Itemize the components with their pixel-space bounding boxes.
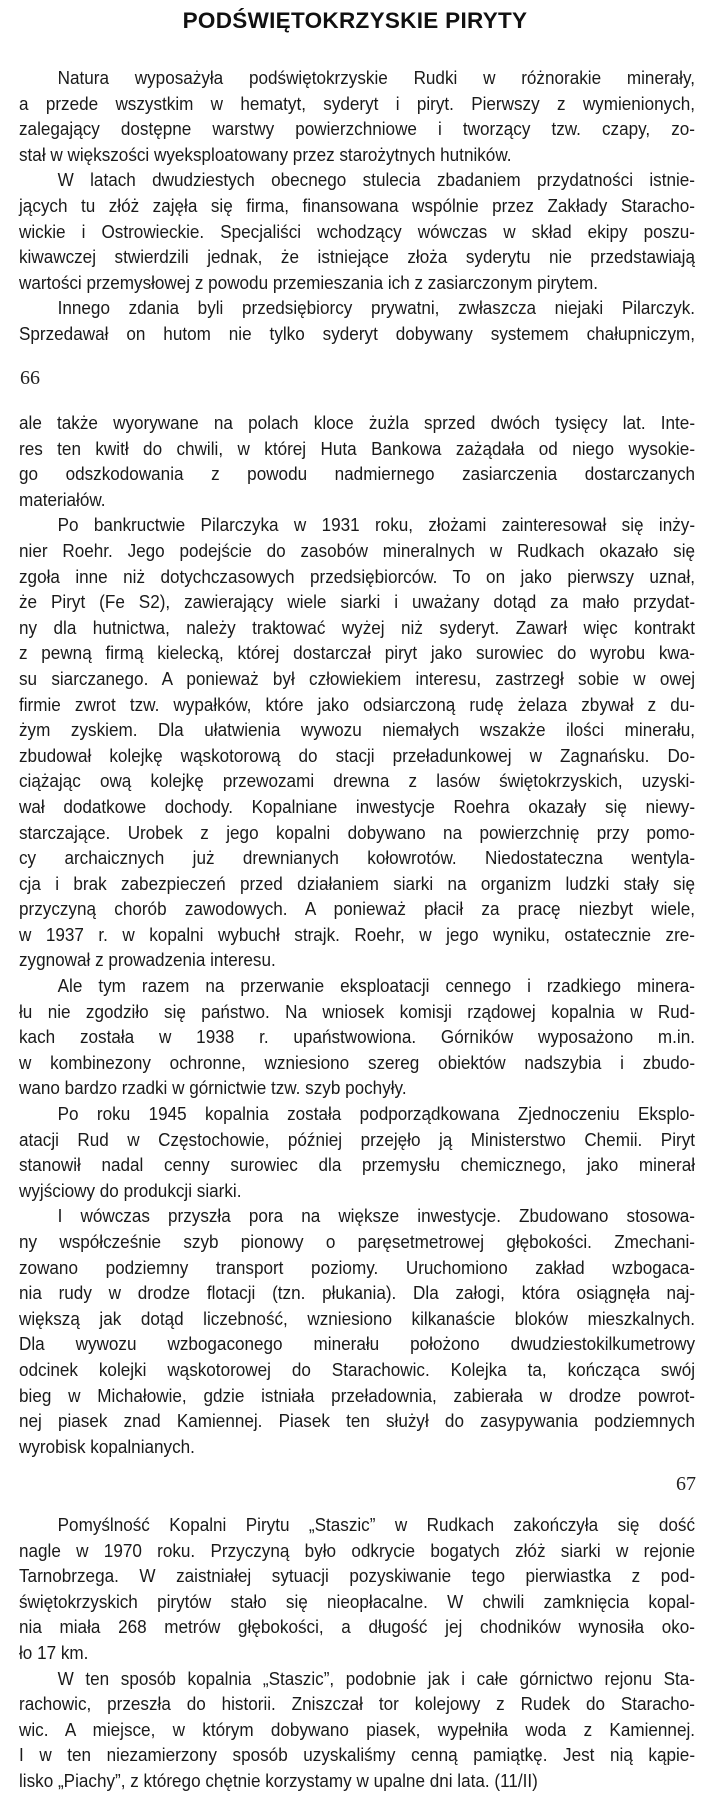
text-line: Sprzedawał on hutom nie tylko syderyt dobywany systemem chałupniczym, [19,322,696,344]
text-line: nagle w 1970 roku. Przyczyną było odkrycie bogatych złóż siarki w rejonie [19,1539,696,1561]
text-line: wickie i Ostrowieckie. Specjaliści wchodzący wówczas w skład ekipy poszu- [19,220,696,242]
text-line: zygnował z prowadzenia interesu. [19,949,276,971]
text-line: że Piryt (Fe S2), zawierający wiele siarki i uważany dotąd za mało przydat- [19,591,696,613]
page-66-text [19,65,695,347]
text-line: świętokrzyskich pirytów stało się nieopłacalne. W chwili zamknięcia kopal- [19,1590,696,1612]
text-line: cja i brak zabezpieczeń przed działaniem siarki na organizm ludzki stały się [19,872,696,894]
page-67-text [19,410,695,1459]
text-line: zbudował kolejkę wąskotorową do stacji przeładunkowej w Zagnańsku. Do- [19,744,696,766]
text-line: łu nie zgodziło się państwo. Na wniosek komisji rządowej kopalnia w Rud- [19,1000,696,1022]
text-line: Po roku 1945 kopalnia została podporządkowana Zjednoczeniu Eksplo- [57,1103,696,1125]
text-line: stanowił nadal cenny surowiec dla przemysłu chemicznego, jako minerał [19,1154,696,1176]
text-line: odcinek kolejki wąskotorowej do Starachowic. Kolejka ta, kończąca swój [19,1358,696,1380]
text-line: z pewną firmą kielecką, której dostarczał piryt jako surowiec do wyrobu kwa- [19,642,696,664]
text-line: nier Roehr. Jego podejście do zasobów mineralnych w Rudkach okazało się [19,539,696,561]
text-line: W ten sposób kopalnia „Staszic”, podobnie jak i całe górnictwo rejonu Sta- [57,1667,696,1689]
page-number-66: 66 [20,367,40,389]
text-line: większą jak dotąd liczebność, wzniesiono kilkanaście bloków mieszkalnych. [19,1307,696,1329]
text-line: nia rudy w drodze flotacji (tzn. płukania). Dla załogi, która osiągnęła naj- [19,1282,696,1304]
text-line: w kombinezony ochronne, wzniesiono szereg obiektów nadszybia i zbudo- [19,1051,696,1073]
text-line: I wówczas przyszła pora na większe inwestycje. Zbudowano stosowa- [57,1205,696,1227]
text-line: rachowic, przeszła do historii. Zniszczał tor kolejowy z Rudek do Staracho- [19,1693,696,1715]
text-line: lisko „Piachy”, z którego chętnie korzystamy w upalne dni lata. (11/II) [19,1769,538,1791]
page-68-text [19,1512,695,1794]
text-line: firmie zwrot tzw. wypałków, które jako odsiarczoną rudę żelaza zbywał z du- [19,693,696,715]
article-title: PODŚWIĘTOKRZYSKIE PIRYTY [182,8,528,33]
text-line: Natura wyposażyła podświętokrzyskie Rudki w różnorakie minerały, [57,67,696,88]
text-line: Tarnobrzega. W zaistniałej sytuacji pozyskiwanie tego pierwiastka z pod- [19,1565,696,1587]
text-line: res ten kwitł do chwili, w której Huta Bankowa zażądała od niego wysokie- [19,437,696,459]
text-line: materiałów. [19,488,106,510]
text-line: Dla wywozu wzbogaconego minerału położono dwudziestokilkumetrowy [19,1333,696,1355]
text-line: zowano podziemny transport poziomy. Uruchomiono zakład wzbogaca- [19,1256,696,1278]
text-line: żym zyskiem. Dla ułatwienia wywozu niemałych wszakże ilości minerału, [19,719,696,741]
text-line: Innego zdania byli przedsiębiorcy prywatni, zwłaszcza niejaki Pilarczyk. [57,297,696,319]
text-line: ciążając ową kolejkę przewozami drewna z lasów świętokrzyskich, uzyski- [19,770,696,792]
text-line: wartości przemysłowej z powodu przemieszania ich z zasiarczonym pirytem. [19,271,598,293]
text-line: a przede wszystkim w hematyt, syderyt i piryt. Pierwszy z wymienionych, [19,92,696,114]
text-line: kach została w 1938 r. upaństwowiona. Górników wyposażono m.in. [19,1026,696,1048]
text-line: atacji Rud w Częstochowie, później przejęło ją Ministerstwo Chemii. Piryt [19,1128,696,1150]
page-number-67: 67 [676,1473,696,1495]
text-line: ny współcześnie szyb pionowy o paręsetmetrowej głębokości. Zmechani- [19,1231,696,1252]
text-line: I w ten niezamierzony sposób uzyskaliśmy cenną pamiątkę. Jest nią kąpie- [19,1744,696,1766]
text-line: jących tu złóż zajęła się firma, finansowana wspólnie przez Zakłady Staracho- [19,194,696,216]
text-line: ny dla hutnictwa, należy traktować wyżej niż syderyt. Zawarł więc kontrakt [19,616,696,638]
text-line: Pomyślność Kopalni Pirytu „Staszic” w Rudkach zakończyła się dość [57,1514,696,1535]
text-line: ło 17 km. [19,1641,89,1663]
text-line: nia miała 268 metrów głębokości, a długość jej chodników wynosiła oko- [19,1616,696,1638]
text-line: Po bankructwie Pilarczyka w 1931 roku, złożami zainteresował się inży- [57,514,696,536]
text-line: go odszkodowania z powodu nadmiernego zasiarczenia dostarczanych [19,463,696,485]
text-line: zgoła inne niż dotychczasowych przedsiębiorców. To on jako pierwszy uznał, [19,565,696,587]
text-line: nej piasek znad Kamiennej. Piasek ten służył do zasypywania podziemnych [19,1410,696,1432]
text-line: w 1937 r. w kopalni wybuchł strajk. Roehr, w jego wyniku, ostatecznie zre- [19,923,696,945]
text-line: W latach dwudziestych obecnego stulecia zbadaniem przydatności istnie- [57,169,696,191]
text-line: wic. A miejsce, w którym dobywano piasek, wypełniła woda z Kamiennej. [19,1718,696,1740]
text-line: przyczyną chorób zawodowych. A ponieważ płacił za pracę niezbyt wiele, [19,898,696,920]
text-line: zalegający dostępne warstwy powierzchniowe i tworzący tzw. czapy, zo- [19,118,696,140]
text-line: su siarczanego. A ponieważ był człowiekiem interesu, zastrzegł sobie w owej [19,667,696,689]
text-line: wano bardzo rzadki w górnictwie tzw. szyb pochyły. [19,1077,407,1099]
text-line: starczające. Urobek z jego kopalni dobywano na powierzchnię przy pomo- [19,821,696,843]
text-line: Ale tym razem na przerwanie eksploatacji cennego i rzadkiego minera- [57,975,696,997]
text-line: kiwawczej stwierdzili jednak, że istniejące złoża syderytu nie przedstawiają [19,246,696,268]
text-line: wał dodatkowe dochody. Kopalniane inwestycje Roehra okazały się niewy- [19,795,696,817]
text-line: stał w większości wyeksploatowany przez starożytnych hutników. [19,143,512,165]
text-line: cy archaicznych już drewnianych kołowrotów. Niedostateczna wentyla- [19,847,696,869]
text-line: bieg w Michałowie, gdzie istniała przeładownia, zabierała w drodze powrot- [19,1384,696,1406]
text-line: wyjściowy do produkcji siarki. [19,1179,242,1201]
text-line: ale także wyorywane na polach kloce żużla sprzed dwóch tysięcy lat. Inte- [19,412,696,433]
text-line: wyrobisk kopalnianych. [19,1435,195,1457]
